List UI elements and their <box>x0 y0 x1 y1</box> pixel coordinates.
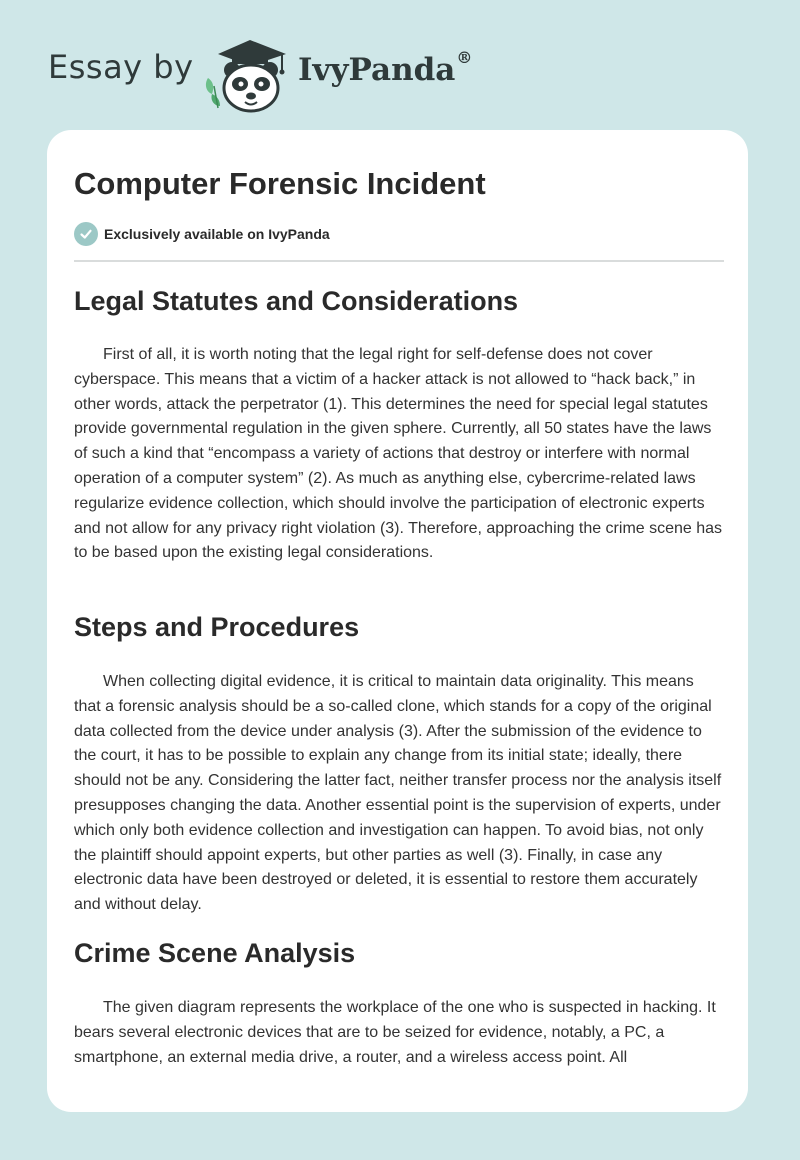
divider <box>74 260 724 262</box>
brand-name[interactable] <box>298 48 473 88</box>
section-paragraph-legal: First of all, it is worth noting that the legal right for self-defense does not cover cyberspace. This means that a victim of a hacker attack is not allowed to “hack back,” in other words, attack the perpetrator (1). This determines the need for special legal statutes provide governmental regulation in the given sphere. Currently, all 50 states have the laws of such a kind that “encompass a variety of actions that destroy or interfere with normal operation of a computer system” (2). As much as anything else, cybercrime-related laws regularize evidence collection, which should involve the participation of electronic experts and not allow for any privacy right violation (3). Therefore, approaching the crime scene has to be based upon the existing legal considerations. <box>74 346 723 562</box>
panda-logo-icon[interactable] <box>202 34 292 114</box>
section-paragraph-steps: When collecting digital evidence, it is critical to maintain data originality. This means that a forensic analysis should be a so-called clone, which stands for a copy of the original data collected from the device under analysis (3). After the submission of the evidence to the court, it has to be possible to explain any change from its initial state; ideally, there should not be any. Considering the latter fact, neither transfer process nor the analysis itself presupposes changing the data. Another essential point is the supervision of experts, under which only both evidence collection and investigation can happen. To avoid bias, not only the plaintiff should appoint experts, but other parties as well (3). Finally, in case any electronic data have been destroyed or deleted, it is essential to restore them accurately and without delay. <box>74 673 722 914</box>
page-title: Computer Forensic Incident <box>74 166 486 201</box>
badge-label: Exclusively available on IvyPanda <box>104 226 330 242</box>
site-header <box>0 0 800 130</box>
article-card <box>47 130 748 1112</box>
brand-text: IvyPanda <box>298 52 456 88</box>
check-icon <box>74 222 98 246</box>
registered-mark: ® <box>456 48 473 67</box>
essay-by-label: Essay by <box>48 48 194 86</box>
section-heading-legal: Legal Statutes and Considerations <box>74 286 519 316</box>
section-heading-crime-scene: Crime Scene Analysis <box>74 938 356 968</box>
exclusive-badge <box>74 222 330 246</box>
section-paragraph-crime-scene: The given diagram represents the workplace of the one who is suspected in hacking. It bears several electronic devices that are to be seized for evidence, notably, a PC, a smartphone, an external media drive, a router, and a wireless access point. All <box>74 999 716 1066</box>
section-heading-steps: Steps and Procedures <box>74 612 360 642</box>
